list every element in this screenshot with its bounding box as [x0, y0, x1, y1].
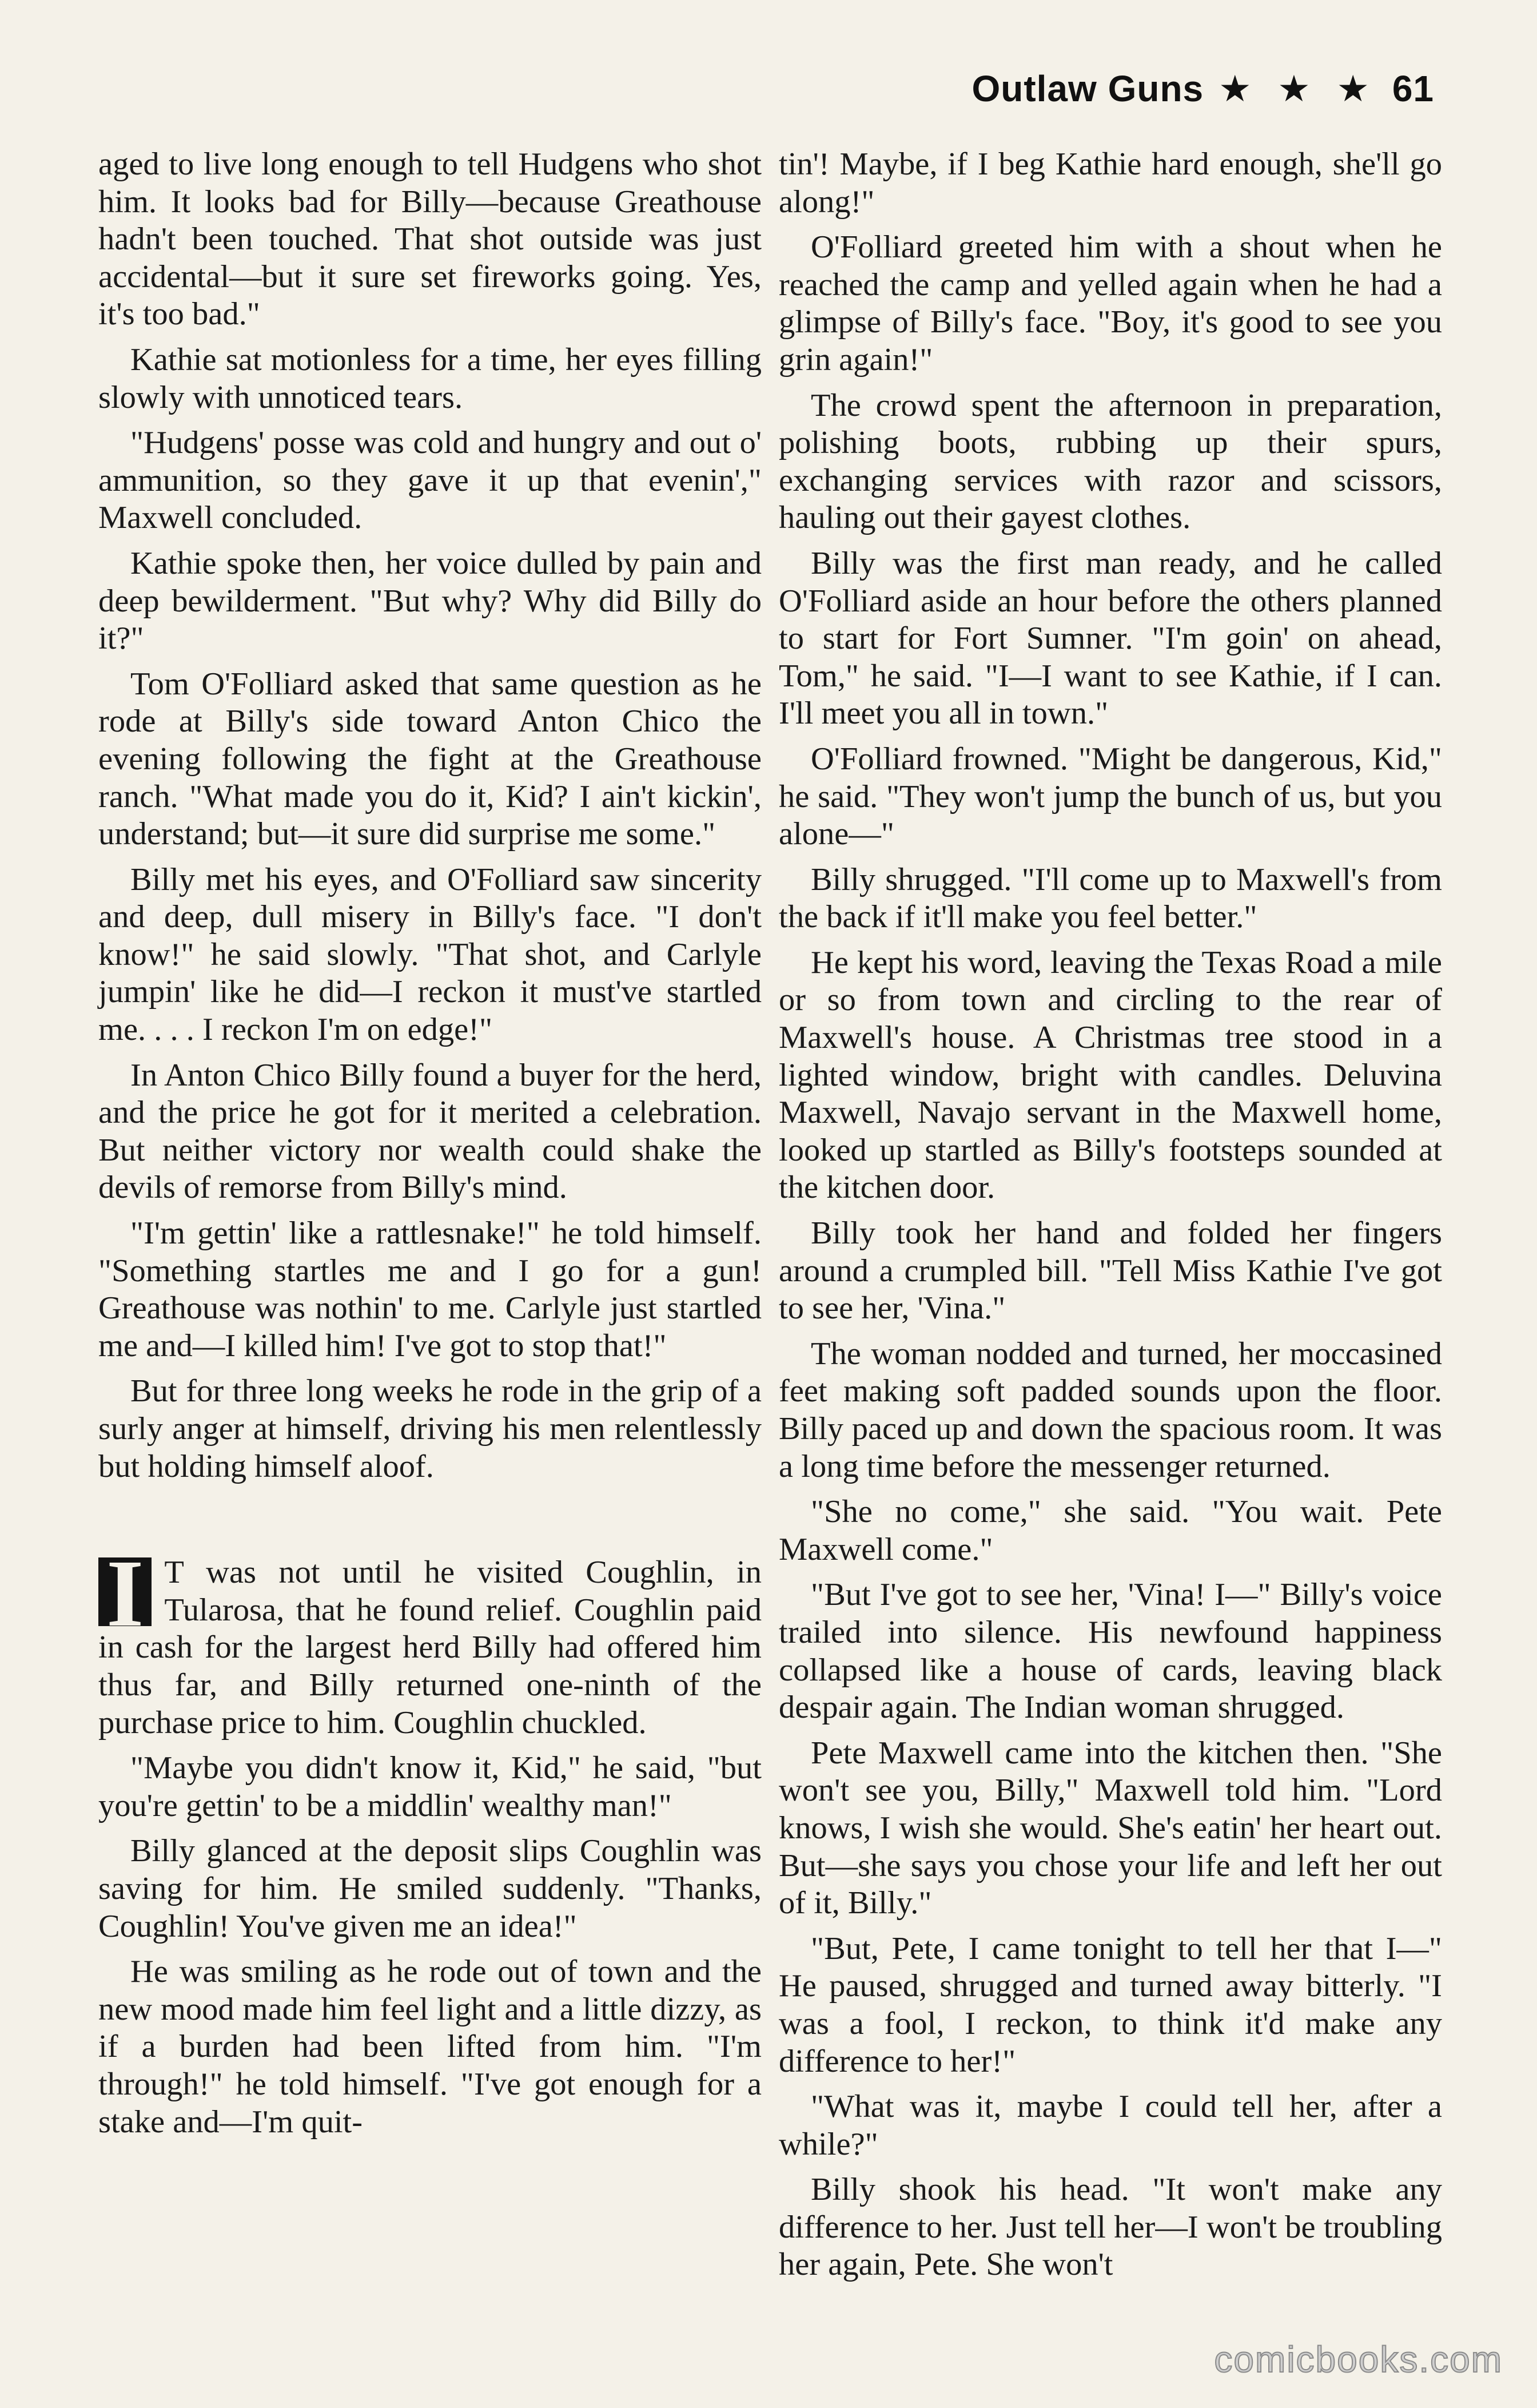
paragraph: tin'! Maybe, if I beg Kathie hard enough, she'll go along!" — [779, 146, 1442, 220]
paragraph: "But I've got to see her, 'Vina! I—" Billy's voice trailed into silence. His newfound happiness collapsed like a house of cards, leaving black despair again. The Indian woman shrugged. — [779, 1577, 1442, 1726]
paragraph: O'Folliard greeted him with a shout when he reached the camp and yelled again when he had a glimpse of Billy's face. "Boy, it's good to see you grin again!" — [779, 229, 1442, 378]
rating-stars: ★ ★ ★ — [1219, 68, 1377, 109]
paragraph: "Hudgens' posse was cold and hungry and out o' ammunition, so they gave it up that evenin'," Maxwell concluded. — [98, 425, 762, 536]
paragraph: But for three long weeks he rode in the grip of a surly anger at himself, driving his men relentlessly but holding himself aloof. — [98, 1373, 762, 1484]
paragraph: Kathie spoke then, her voice dulled by pain and deep bewilderment. "But why? Why did Billy do it?" — [98, 545, 762, 657]
section-start-paragraph — [98, 1540, 762, 1742]
section-first-text: T was not until he visited Coughlin, in Tularosa, that he found relief. Coughlin paid in cash for the largest herd Billy had offered him thus far, and Billy returned one-ninth of the purchase price to him. Coughlin chuckled. — [98, 1555, 762, 1741]
left-column — [98, 146, 762, 2141]
paragraph: Billy was the first man ready, and he called O'Folliard aside an hour before the others planned to start for Fort Sumner. "I'm goin' on ahead, Tom," he said. "I—I want to see Kathie, if I can. I'll meet you all in town." — [779, 545, 1442, 732]
paragraph: aged to live long enough to tell Hudgens who shot him. It looks bad for Billy—because Greathouse hadn't been touched. That shot outside was just accidental—but it sure set fireworks going. Yes, it's too bad." — [98, 146, 762, 332]
paragraph: Billy shrugged. "I'll come up to Maxwell's from the back if it'll make you feel better." — [779, 861, 1442, 935]
page-number: 61 — [1392, 68, 1434, 109]
paragraph: Tom O'Folliard asked that same question as he rode at Billy's side toward Anton Chico the evening following the fight at the Greathouse ranch. "What made you do it, Kid? I ain't kickin', understand; but—it sure did surprise me some." — [98, 666, 762, 852]
paragraph: "She no come," she said. "You wait. Pete Maxwell come." — [779, 1494, 1442, 1567]
paragraph: "But, Pete, I came tonight to tell her that I—" He paused, shrugged and turned away bitterly. "I was a fool, I reckon, to think it'd make any difference to her!" — [779, 1930, 1442, 2079]
paragraph: Kathie sat motionless for a time, her eyes filling slowly with unnoticed tears. — [98, 341, 762, 415]
paragraph: The woman nodded and turned, her moccasined feet making soft padded sounds upon the floor. Billy paced up and down the spacious room. It was a long time before the messenger returned. — [779, 1336, 1442, 1484]
paragraph: "What was it, maybe I could tell her, after a while?" — [779, 2089, 1442, 2162]
watermark-logo: comicbooks.com — [1214, 2339, 1503, 2380]
paragraph: Billy took her hand and folded her fingers around a crumpled bill. "Tell Miss Kathie I've got to see her, 'Vina." — [779, 1215, 1442, 1326]
running-header — [957, 67, 1434, 110]
paragraph: Billy glanced at the deposit slips Coughlin was saving for him. He smiled suddenly. "Thanks, Coughlin! You've given me an idea!" — [98, 1833, 762, 1944]
paragraph: He was smiling as he rode out of town and the new mood made him feel light and a little dizzy, as if a burden had been lifted from him. "I'm through!" he told himself. "I've got enough for a stake and—I'm quit- — [98, 1954, 762, 2140]
paragraph: Pete Maxwell came into the kitchen then. "She won't see you, Billy," Maxwell told him. "Lord knows, I wish she would. She's eatin' her heart out. But—she says you chose your life and left her out of it, Billy." — [779, 1735, 1442, 1921]
story-title: Outlaw Guns — [971, 68, 1204, 109]
paragraph: Billy met his eyes, and O'Folliard saw sincerity and deep, dull misery in Billy's face. "I don't know!" he said slowly. "That shot, and Carlyle jumpin' like he did—I reckon it must've startled me. . . . I reckon I'm on edge!" — [98, 861, 762, 1048]
paragraph: In Anton Chico Billy found a buyer for the herd, and the price he got for it merited a celebration. But neither victory nor wealth could shake the devils of remorse from Billy's mind. — [98, 1057, 762, 1206]
paragraph: "I'm gettin' like a rattlesnake!" he told himself. "Something startles me and I go for a gun! Greathouse was nothin' to me. Carlyle just startled me and—I killed him! I've got to stop that!" — [98, 1215, 762, 1364]
right-column — [779, 146, 1442, 2284]
paragraph: The crowd spent the afternoon in preparation, polishing boots, rubbing up their spurs, exchanging services with razor and scissors, hauling out their gayest clothes. — [779, 387, 1442, 536]
paragraph: O'Folliard frowned. "Might be dangerous, Kid," he said. "They won't jump the bunch of us, but you alone—" — [779, 741, 1442, 852]
paragraph: "Maybe you didn't know it, Kid," he said, "but you're gettin' to be a middlin' wealthy man!" — [98, 1750, 762, 1823]
paragraph: Billy shook his head. "It won't make any difference to her. Just tell her—I won't be troubling her again, Pete. She won't — [779, 2172, 1442, 2283]
drop-cap: I — [98, 1557, 152, 1626]
paragraph: He kept his word, leaving the Texas Road a mile or so from town and circling to the rear of Maxwell's house. A Christmas tree stood in a lighted window, bright with candles. Deluvina Maxwell, Navajo servant in the Maxwell home, looked up startled as Billy's footsteps sounded at the kitchen door. — [779, 944, 1442, 1206]
